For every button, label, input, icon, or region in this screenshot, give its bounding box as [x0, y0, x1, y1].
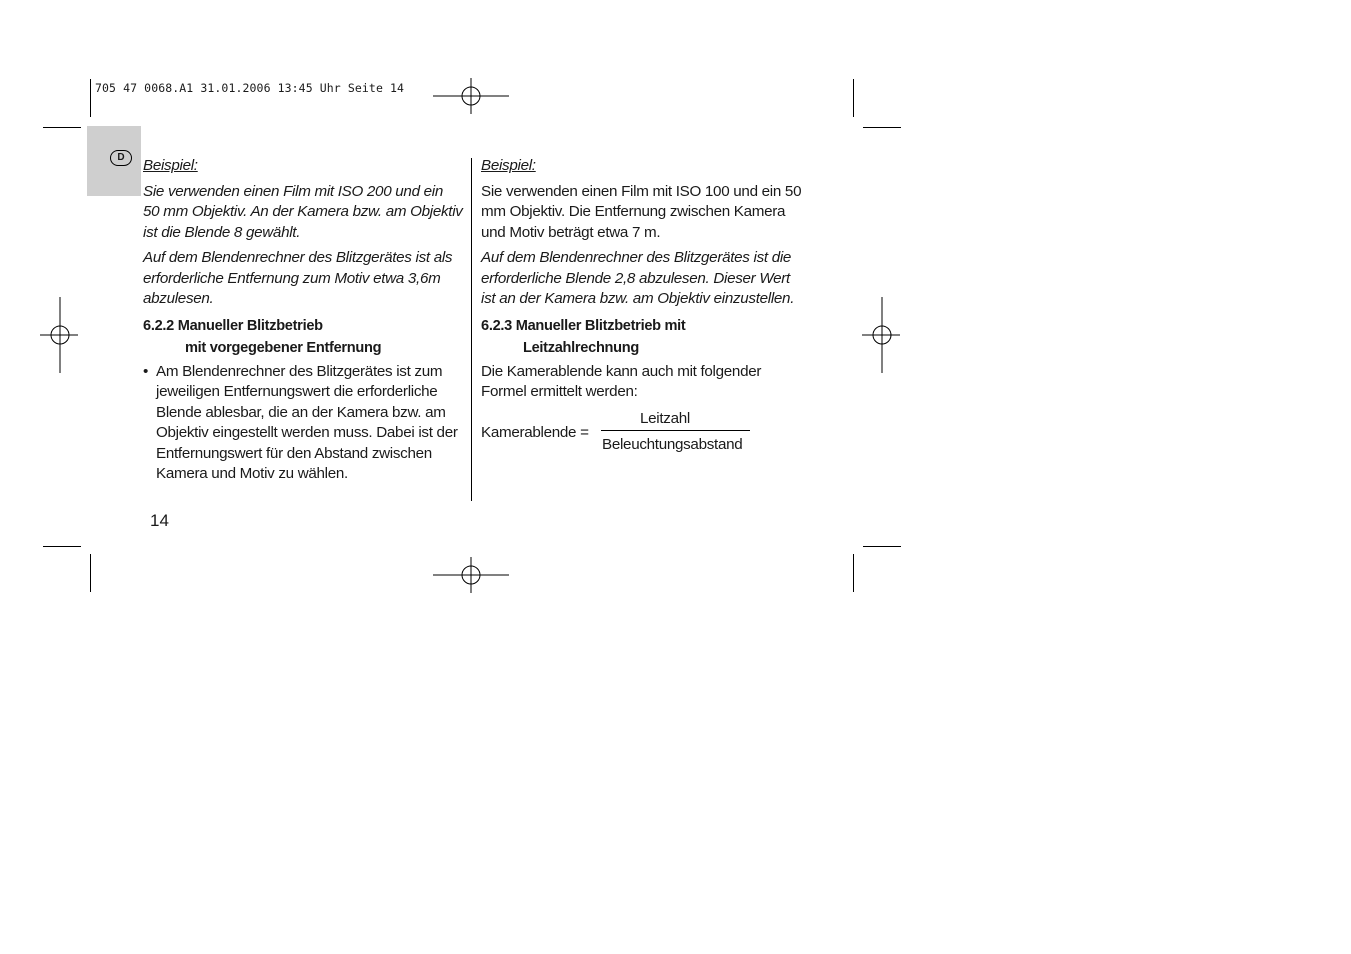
crop-mark — [90, 79, 91, 117]
crop-mark — [863, 127, 901, 128]
crop-mark — [853, 79, 854, 117]
right-column — [481, 156, 806, 461]
example-text: Sie verwenden einen Film mit ISO 200 und ein 50 mm Objektiv. An der Kamera bzw. am Objektiv ist die Blende 8 gewählt. — [143, 182, 463, 241]
heading-line-1: 6.2.2 Manueller Blitzbetrieb — [143, 317, 323, 334]
formula-numerator: Leitzahl — [640, 409, 690, 427]
section-heading — [143, 315, 463, 359]
formula-denominator: Beleuchtungsabstand — [602, 435, 743, 453]
print-slug: 705 47 0068.A1 31.01.2006 13:45 Uhr Seite 14 — [95, 81, 405, 95]
heading-line-2: Leitzahlrechnung — [523, 339, 640, 356]
crop-mark — [853, 554, 854, 592]
formula — [481, 409, 806, 461]
column-divider — [471, 158, 472, 501]
heading-line-2: mit vorgegebener Entfernung — [185, 339, 382, 356]
formula-intro: Die Kamerablende kann auch mit folgender Formel ermittelt werden: — [481, 362, 762, 400]
fraction-bar — [601, 430, 750, 431]
example-label: Beispiel: — [481, 157, 536, 174]
registration-mark-icon — [20, 295, 100, 375]
page-number: 14 — [150, 511, 169, 530]
example-label: Beispiel: — [143, 157, 198, 174]
section-heading — [481, 315, 806, 359]
bullet-mark: • — [143, 362, 149, 380]
example-text: Sie verwenden einen Film mit ISO 100 und ein 50 mm Objektiv. Die Entfernung zwischen Kamera und Motiv beträgt etwa 7 m. — [481, 182, 802, 241]
registration-mark-icon — [431, 535, 511, 615]
formula-lhs: Kamerablende = — [481, 423, 589, 441]
left-column — [143, 156, 463, 485]
registration-mark-icon — [431, 56, 511, 136]
crop-mark — [90, 554, 91, 592]
language-badge: D — [110, 150, 132, 166]
bullet-text: Am Blendenrechner des Blitzgerätes ist zum jeweiligen Entfernungswert die erforderliche Blende ablesbar, die an der Kamera bzw. am Objektiv eingestellt werden muss. Dabei ist der Entfernungswert für den Abstand zwischen Kamera und Motiv zu wählen. — [156, 362, 458, 482]
crop-mark — [43, 546, 81, 547]
heading-line-1: 6.2.3 Manueller Blitzbetrieb mit — [481, 317, 686, 334]
registration-mark-icon — [842, 295, 922, 375]
crop-mark — [43, 127, 81, 128]
example-result: Auf dem Blendenrechner des Blitzgerätes ist die erforderliche Blende 2,8 abzulesen. Dieser Wert ist an der Kamera bzw. am Objektiv einzustellen. — [481, 249, 795, 307]
example-result: Auf dem Blendenrechner des Blitzgerätes ist als erforderliche Entfernung zum Motiv etwa 3,6m abzulesen. — [143, 249, 453, 307]
crop-mark — [863, 546, 901, 547]
bullet-item — [143, 362, 463, 485]
